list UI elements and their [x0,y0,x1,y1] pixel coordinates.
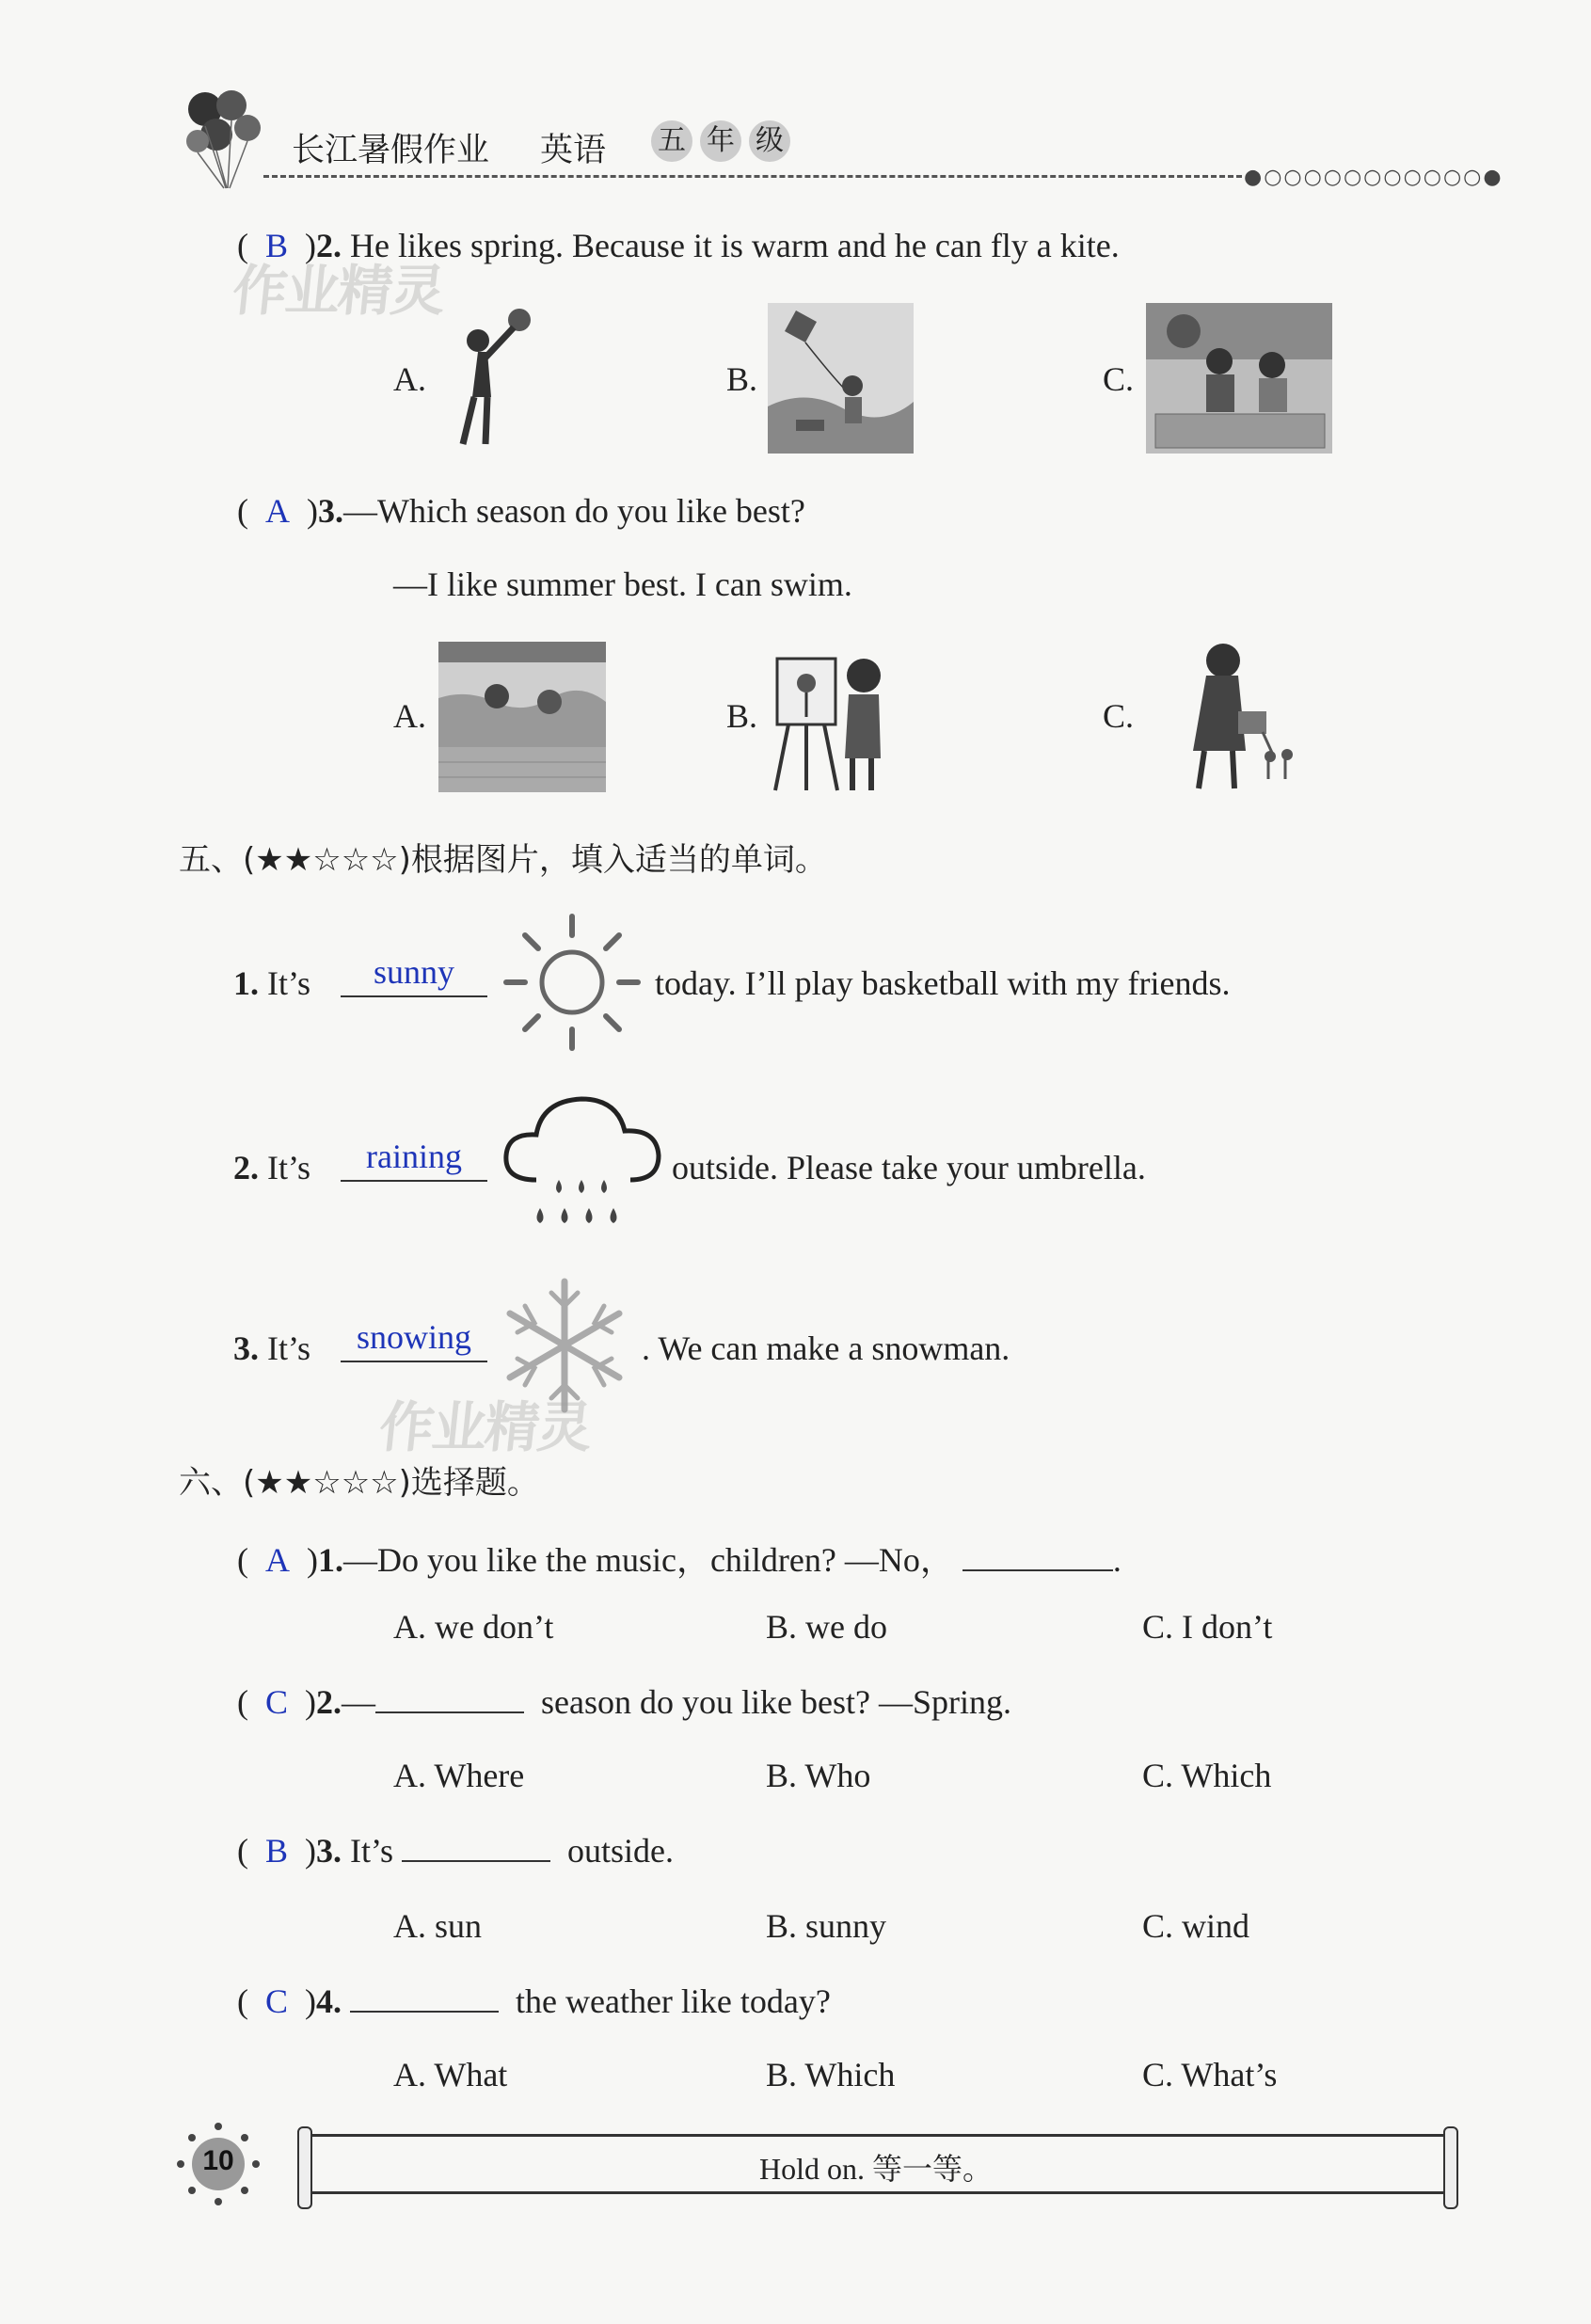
subject-label: 英语 [540,132,607,169]
question-text: —Which season do you like best? [343,492,805,530]
option-b: B. Who [766,1757,871,1794]
answer-paren: ( B )3. It’s outside. [237,1832,675,1870]
question-pre: — [342,1683,376,1721]
answer-letter: B [265,1832,289,1870]
question-number: 4. [316,1982,342,2020]
answer-letter: A [265,492,290,530]
question-number: 2. [316,227,342,264]
answer-letter: C [265,1982,289,2020]
item-number-text: 3. [233,1329,259,1367]
question-pre: —Do you like the music，children? —No， [343,1541,954,1579]
kite-flying-image [768,303,914,454]
filled-answer: snowing [356,1318,471,1356]
question-pre: It’s [350,1832,394,1870]
option-a: A. Where [393,1757,525,1794]
question-post: . [1112,1541,1122,1579]
section-5-title: 五、(★★☆☆☆)根据图片，填入适当的单词。 [179,841,827,879]
option-c: C. wind [1142,1907,1250,1945]
item-prefix: It’s [267,964,311,1002]
answer-paren: ( B )2. He likes spring. Because it is warm and he can fly a kite. [237,227,1120,264]
grade-char: 五 [651,120,692,162]
section-6-title: 六、(★★☆☆☆)选择题。 [179,1464,539,1502]
picnic-image [1146,303,1332,454]
painting-image [770,642,901,792]
header-dots: ●○○○○○○○○○○○● [1244,166,1503,189]
question-blank [963,1541,1113,1571]
option-c: C. I don’t [1142,1608,1273,1646]
answer-paren: ( A )1.—Do you like the music，children? —No， . [237,1541,1122,1579]
option-label: C. [1103,697,1135,735]
question-reply: —I like summer best. I can swim. [393,565,852,603]
question-number: 3. [316,1832,342,1870]
option-c: C. Which [1142,1757,1272,1794]
question-number: 2. [316,1683,342,1721]
item-suffix: . We can make a snowman. [642,1329,1010,1367]
motto-text: Hold on. 等一等。 [758,2152,993,2186]
item-number [233,1329,310,1368]
answer-paren: ( A )3.—Which season do you like best? [237,492,805,530]
question-post: season do you like best? —Spring. [541,1683,1011,1721]
item-number [233,963,310,1003]
option-b: B. we do [766,1608,887,1646]
answer-paren: ( C )2.— season do you like best? —Spring. [237,1683,1011,1721]
option-b: B. sunny [766,1907,887,1945]
option-label: A. [393,697,426,735]
watermark: 作业精灵 [375,1395,595,1459]
option-a: A. What [393,2056,508,2093]
item-number [233,1148,310,1187]
answer-letter: A [265,1541,290,1579]
answer-paren: ( C )4. the weather like today? [237,1982,831,2020]
page-number: 10 [202,2145,234,2176]
answer-letter: C [265,1683,289,1721]
rain-cloud-icon [499,1090,664,1240]
item-prefix: It’s [267,1329,311,1367]
grade-label [651,120,790,162]
item-suffix: outside. Please take your umbrella. [672,1149,1146,1186]
answer-letter: B [265,227,289,264]
watermark: 作业精灵 [229,259,448,323]
option-label: B. [726,697,758,735]
item-number-text: 2. [233,1149,259,1186]
question-post: the weather like today? [516,1982,831,2020]
question-blank [350,1982,499,2013]
question-text: He likes spring. Because it is warm and he can fly a kite. [350,227,1120,264]
option-a: A. we don’t [393,1608,554,1646]
watering-plants-image [1148,638,1298,794]
item-number-text: 1. [233,964,259,1002]
option-label: C. [1103,360,1135,398]
grade-char: 级 [749,120,790,162]
question-number: 1. [318,1541,343,1579]
item-suffix: today. I’ll play basketball with my friends. [655,964,1231,1002]
option-c: C. What’s [1142,2056,1278,2093]
item-prefix: It’s [267,1149,311,1186]
swimming-image [438,642,606,792]
book-title: 长江暑假作业 [292,132,490,169]
answer-blank [341,1180,487,1182]
option-a: A. sun [393,1907,483,1945]
question-blank [375,1683,524,1713]
question-blank [402,1832,550,1862]
option-b: B. Which [766,2056,896,2093]
question-post: outside. [567,1832,675,1870]
answer-blank [341,1361,487,1362]
question-number: 3. [318,492,343,530]
balloons-icon [177,83,271,196]
grade-char: 年 [700,120,741,162]
option-label: A. [393,360,426,398]
sun-icon [499,909,645,1056]
answer-blank [341,995,487,997]
filled-answer: sunny [373,953,454,991]
filled-answer: raining [366,1138,462,1175]
header-dashed-rule [263,175,1242,178]
basketball-player-image [433,303,546,454]
option-label: B. [726,360,758,398]
